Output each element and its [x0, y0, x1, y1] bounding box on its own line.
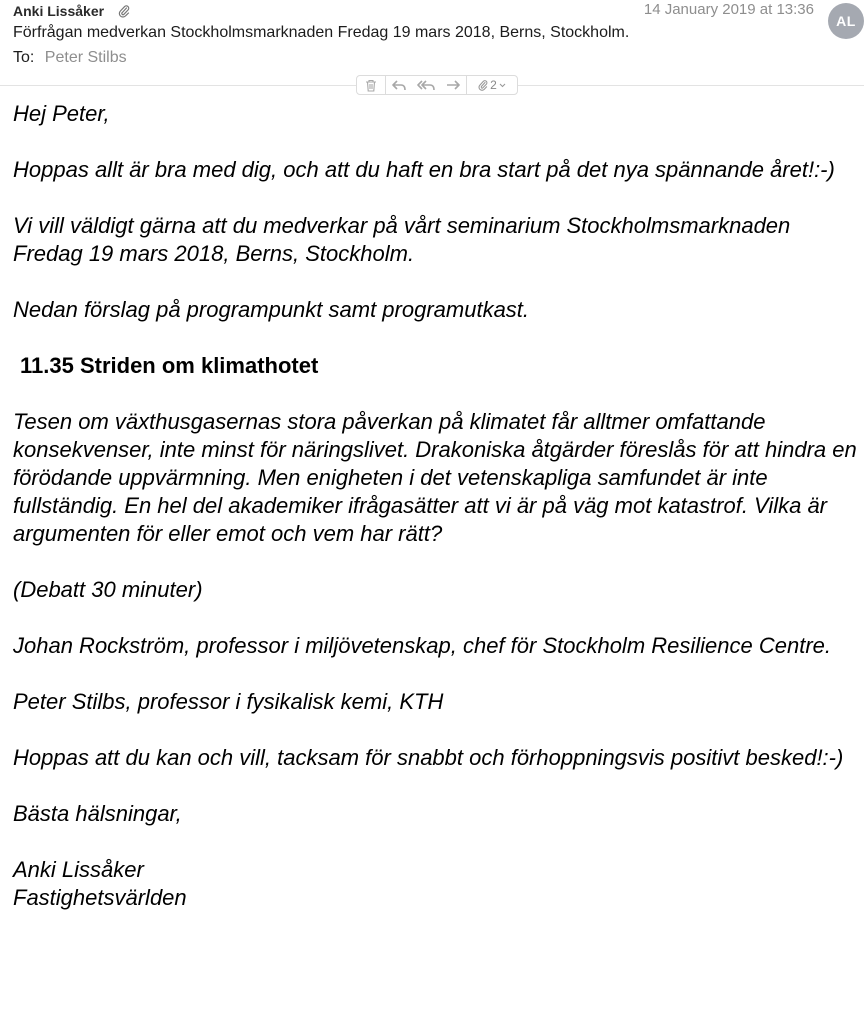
closing: Bästa hälsningar,	[13, 801, 182, 826]
sender-row	[13, 3, 130, 19]
reply-icon	[392, 80, 406, 91]
program-heading: 11.35 Striden om klimathotet	[20, 353, 319, 378]
attachment-indicator-icon	[118, 4, 130, 18]
paperclip-icon	[478, 79, 488, 92]
recipient-name[interactable]: Peter Stilbs	[44, 49, 127, 66]
greeting: Hej Peter,	[13, 101, 110, 126]
body-paragraph: Nedan förslag på programpunkt samt programutkast.	[13, 297, 530, 322]
delete-button[interactable]	[357, 76, 385, 94]
sender-name[interactable]: Anki Lissåker	[13, 3, 105, 19]
attachment-count: 2	[490, 78, 497, 92]
reply-button[interactable]	[386, 76, 412, 94]
message-subject: Förfrågan medverkan Stockholmsmarknaden Fredag 19 mars 2018, Berns, Stockholm.	[13, 24, 630, 41]
signature-organization: Fastighetsvärlden	[13, 885, 187, 910]
body-paragraph: Peter Stilbs, professor i fysikalisk kemi, KTH	[13, 689, 444, 714]
body-paragraph: Johan Rockström, professor i miljövetenskap, chef för Stockholm Resilience Centre.	[13, 633, 832, 658]
body-paragraph: (Debatt 30 minuter)	[13, 577, 203, 602]
forward-icon	[446, 80, 460, 91]
body-paragraph: Hoppas allt är bra med dig, och att du haft en bra start på det nya spännande året!:-)	[13, 157, 835, 182]
body-paragraph: Hoppas att du kan och vill, tacksam för snabbt och förhoppningsvis positivt besked!:-)	[13, 745, 844, 770]
sender-avatar[interactable]: AL	[828, 3, 864, 39]
message-date: 14 January 2019 at 13:36	[643, 1, 814, 18]
attachments-button[interactable]	[467, 76, 517, 94]
reply-all-button[interactable]	[412, 76, 440, 94]
trash-icon	[365, 79, 377, 92]
forward-button[interactable]	[440, 76, 466, 94]
message-toolbar	[356, 75, 518, 95]
message-body	[13, 100, 859, 912]
body-paragraph: Tesen om växthusgasernas stora påverkan på klimatet får alltmer omfattande konsekvenser, inte minst för näringslivet. Drakoniska åtgärder föreslås för att hindra en förödande uppvärmning. Men enigheten i det vetenskapliga samfundet är inte fullständig. En hel del akademiker ifrågasätter att vi är på väg mot katastrof. Vilka är argumenten för eller emot och vem har rätt?	[13, 409, 857, 546]
body-paragraph: Vi vill väldigt gärna att du medverkar på vårt seminarium Stockholmsmarknaden Fredag 19 mars 2018, Berns, Stockholm.	[13, 213, 791, 266]
recipient-row	[13, 49, 127, 67]
message-header	[0, 0, 864, 80]
chevron-down-icon	[499, 83, 506, 88]
signature-name: Anki Lissåker	[13, 857, 144, 882]
to-label: To:	[13, 49, 35, 66]
reply-all-icon	[417, 80, 435, 91]
